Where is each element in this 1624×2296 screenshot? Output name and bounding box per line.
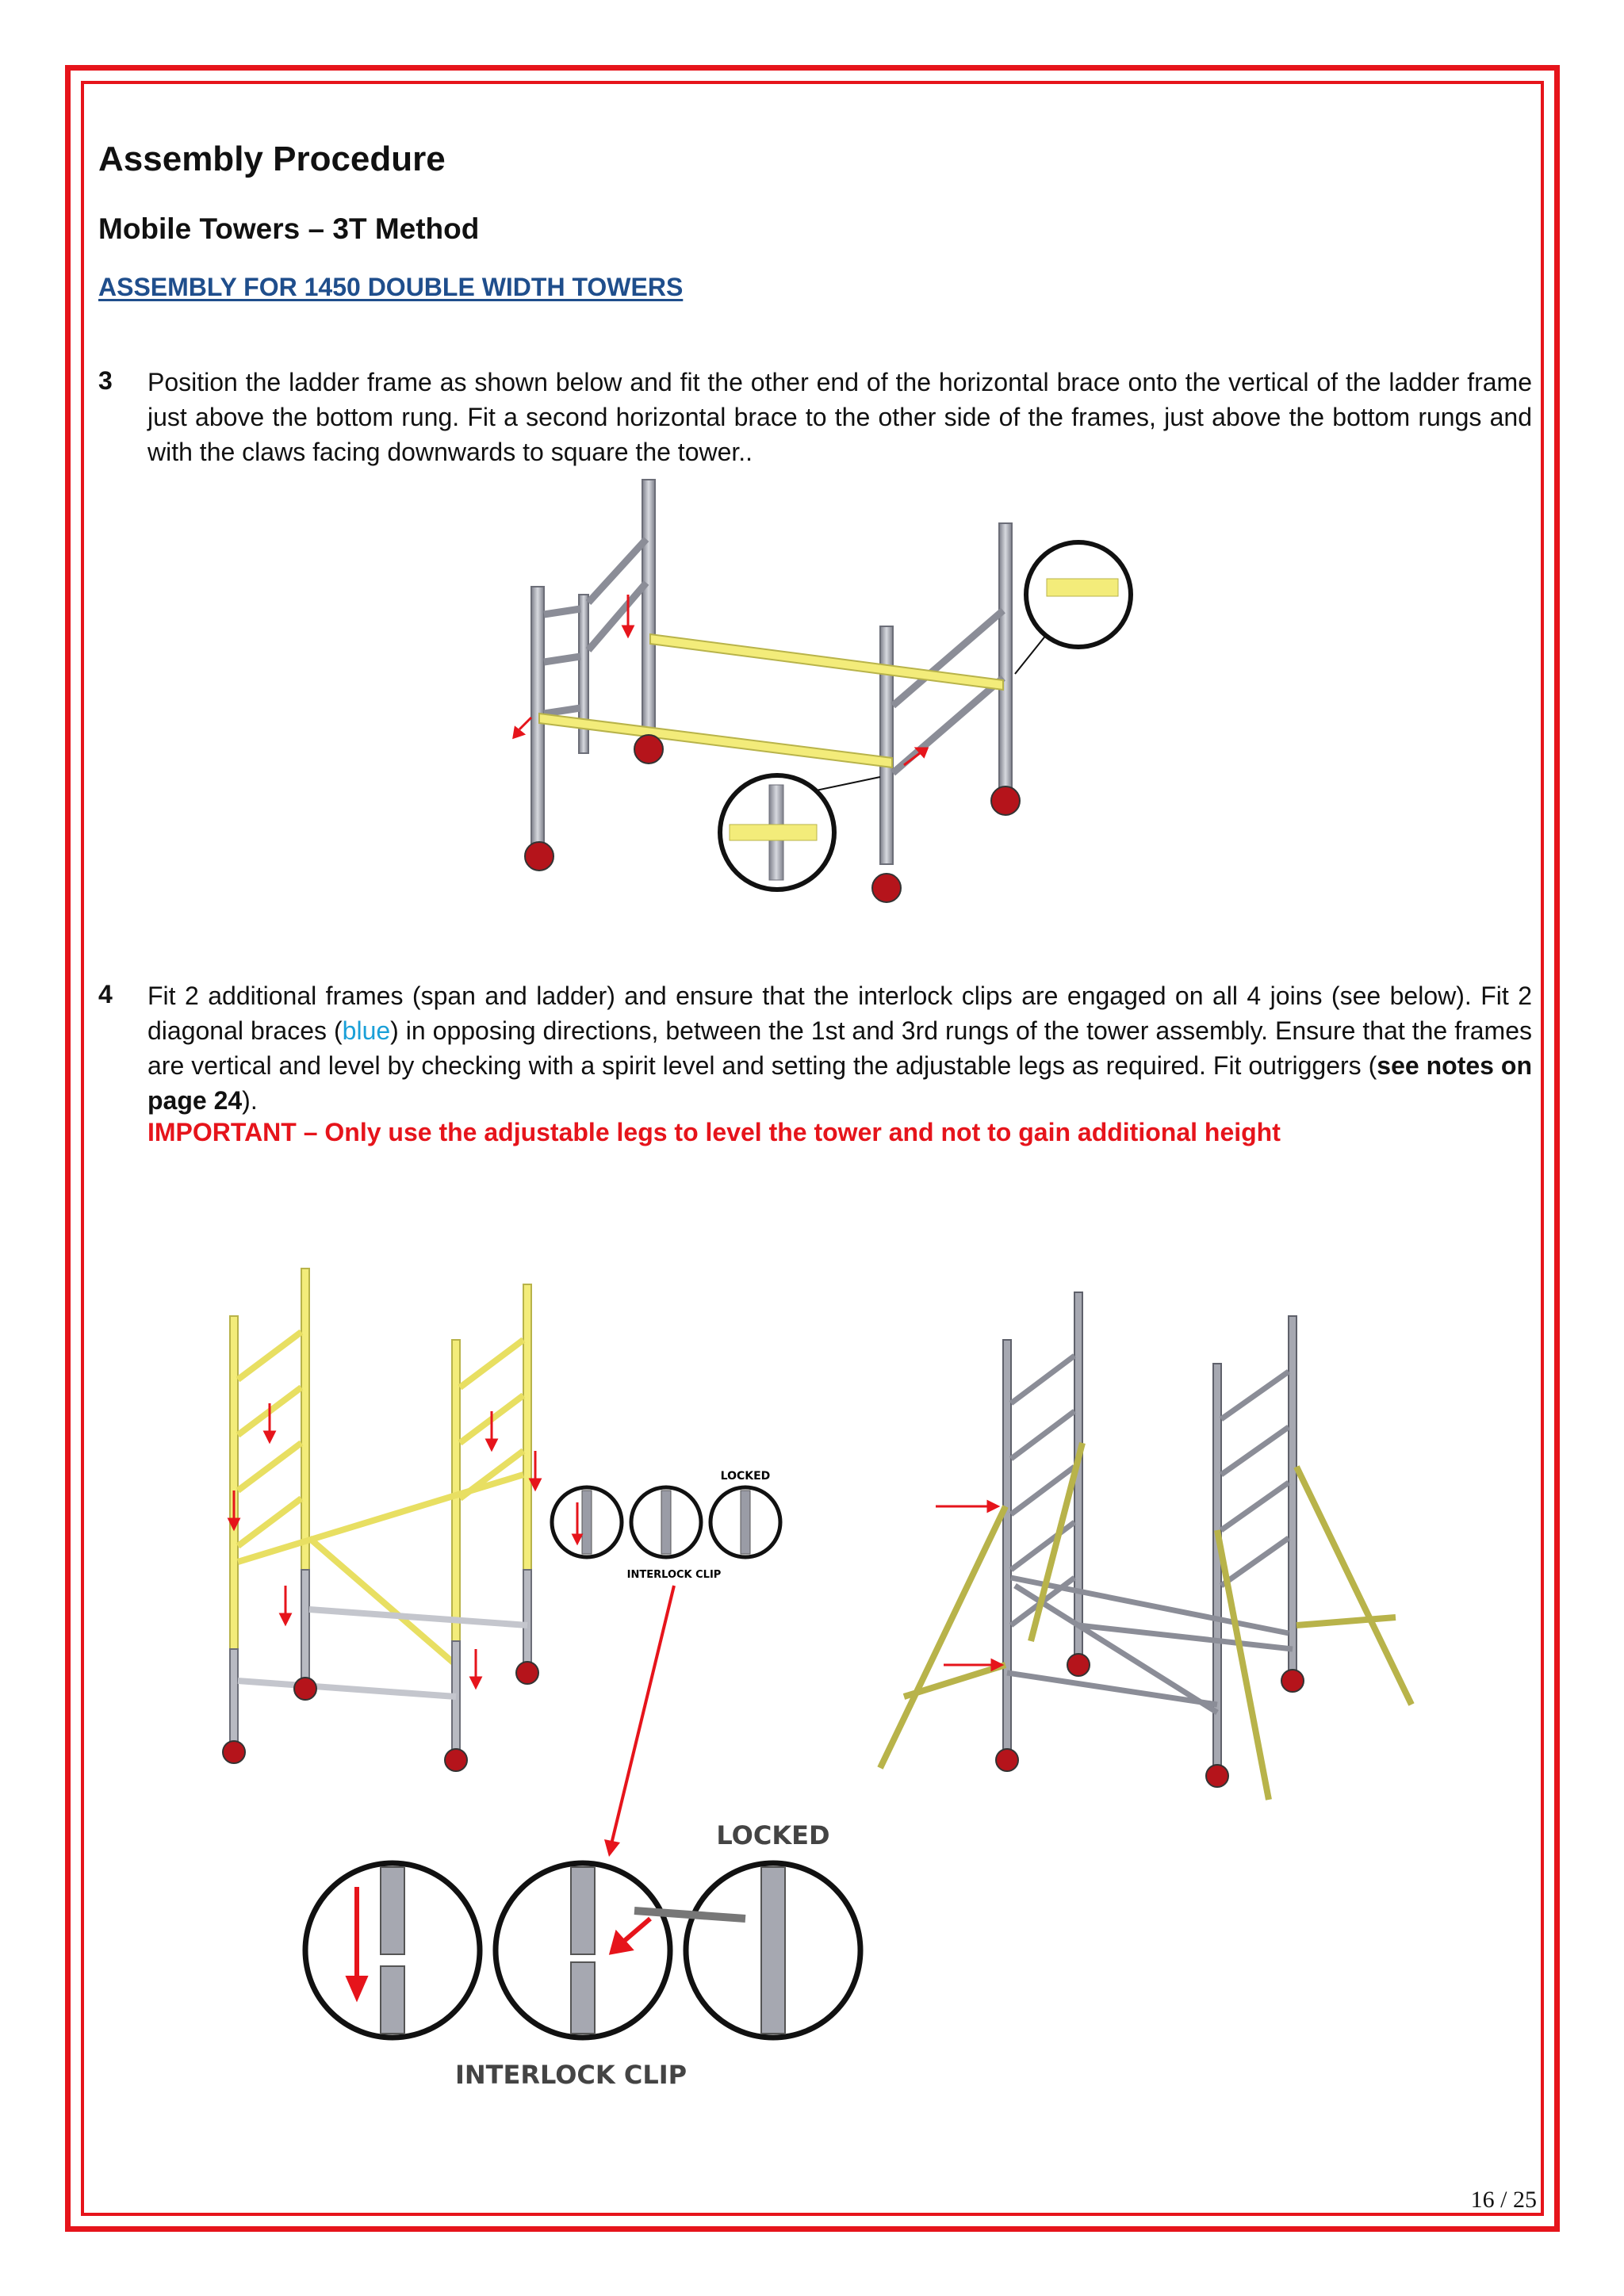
step-4-text: Fit 2 additional frames (span and ladder) and ensure that the interlock clips are engaged on all 4 joins (see below). Fit 2 diagonal braces (blue) in opposing directions, between the 1st and 3rd rungs of the tower assembly. Ensure that the frames are vertical and level by checking with a spirit level and setting the adjustable legs as required. Fit outriggers (see notes on page 24). — [147, 982, 1533, 1115]
page-title: Assembly Procedure — [98, 140, 446, 178]
grey-braces — [238, 1609, 527, 1697]
page-number: 16 / 25 — [1470, 2187, 1537, 2213]
figure-tower-outriggers — [864, 1276, 1435, 1831]
blue-word: blue — [342, 1016, 391, 1045]
outriggers — [880, 1443, 1411, 1800]
large-interlock-label: INTERLOCK CLIP — [454, 2060, 688, 2090]
page-subtitle: Mobile Towers – 3T Method — [98, 212, 480, 245]
red-arrows-2 — [229, 1403, 540, 1687]
small-interlock-label: INTERLOCK CLIP — [626, 1569, 722, 1581]
page-reference: see notes on page 24 — [147, 1051, 1533, 1115]
step-3-number: 3 — [98, 366, 113, 395]
figure-tower-braces — [206, 1253, 571, 1792]
figure-interlock-large — [301, 1816, 872, 2093]
step-4-number: 4 — [98, 980, 113, 1008]
figure-interlock-small — [547, 1459, 801, 1586]
figure-base-assembly — [492, 476, 1142, 920]
small-locked-label: LOCKED — [720, 1470, 771, 1483]
span-rungs-right — [893, 610, 1003, 773]
horizontal-braces — [539, 634, 1003, 767]
section-heading: ASSEMBLY FOR 1450 DOUBLE WIDTH TOWERS — [98, 273, 684, 301]
large-locked-label: LOCKED — [716, 1820, 830, 1850]
important-warning: IMPORTANT – Only use the adjustable legs to level the tower and not to gain additional height — [147, 1118, 1281, 1146]
span-frame-right — [880, 523, 1012, 864]
step-3-text: Position the ladder frame as shown below and fit the other end of the horizontal brace onto the vertical of the ladder frame just above the bottom rung. Fit a second horizontal brace to the other side of the frames, just above the bottom rungs and with the claws facing downwards to square the tower.. — [147, 368, 1532, 466]
castor-wheels-3 — [996, 1654, 1304, 1787]
red-arrows — [514, 579, 1113, 765]
castor-wheels-2 — [223, 1662, 538, 1771]
